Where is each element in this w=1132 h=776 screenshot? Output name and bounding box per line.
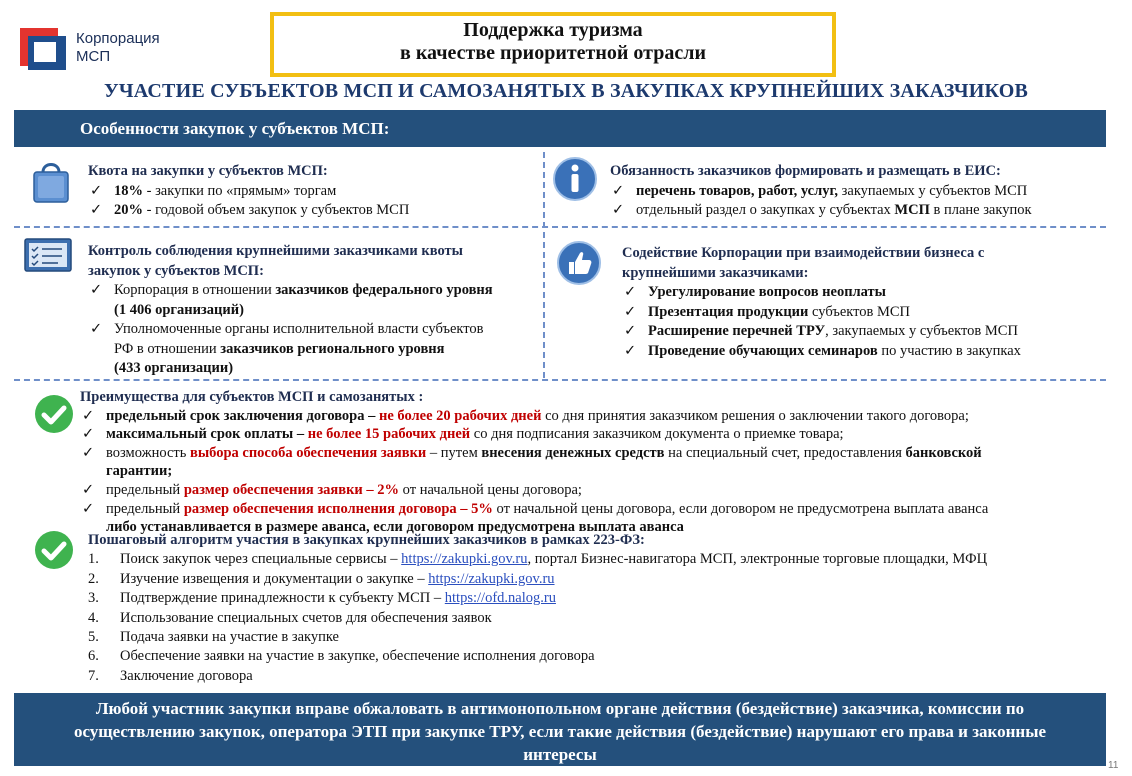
list-item: ✓ возможность выбора способа обеспечения заявки – путем внесения денежных средств на специальный счет, предоставления банковской гарантии; — [82, 444, 982, 480]
corporation-msp-logo-icon — [18, 22, 70, 74]
page-number: 11 — [1108, 760, 1119, 771]
list-item: ✓ 18% - закупки по «прямым» торгам — [88, 182, 538, 202]
assist-block — [622, 244, 1112, 361]
logo-line2: МСП — [76, 48, 111, 65]
slide-title-line1: Поддержка туризма — [463, 19, 643, 41]
checkmark-icon: ✓ — [82, 426, 95, 443]
checkmark-icon: ✓ — [624, 303, 637, 320]
logo-line1: Корпорация — [76, 30, 160, 47]
advantages-block — [80, 388, 1110, 537]
info-icon — [552, 156, 598, 202]
steps-block — [88, 531, 1108, 686]
list-item: 7. Заключение договора — [88, 667, 253, 684]
list-item: ✓ Уполномоченные органы исполнительной власти субъектов РФ в отношении заказчиков регионального уровня (433 организации) — [90, 321, 484, 376]
checkmark-icon: ✓ — [90, 282, 103, 298]
list-item: ✓ Проведение обучающих семинаров по участию в закупках — [622, 342, 1112, 362]
list-item: ✓ предельный размер обеспечения исполнения договора – 5% от начальной цены договора, если договором не предусмотрена выплата аванса либо устанавливается в размере аванса, если договором предусмотрена выплата аванса — [82, 500, 989, 536]
bottom-notice-line2: осуществлению закупок, оператора ЭТП при закупке ТРУ, если такие действия (бездействие) нарушают его права и законные — [73, 722, 1047, 741]
green-check-circle-icon — [34, 394, 74, 434]
control-title-line1: Контроль соблюдения крупнейшими заказчиками квоты — [88, 243, 463, 259]
list-item: 5. Подача заявки на участие в закупке — [88, 629, 339, 646]
list-item: ✓ предельный размер обеспечения заявки – 2% от начальной цены договора; — [82, 481, 582, 498]
checkmark-icon: ✓ — [82, 481, 95, 498]
checkmark-icon: ✓ — [612, 182, 625, 199]
checkmark-icon: ✓ — [90, 202, 103, 218]
bottom-notice-band — [14, 693, 1106, 766]
list-item: ✓ Корпорация в отношении заказчиков федерального уровня (1 406 организаций) — [90, 282, 493, 318]
slide-title-line2: в качестве приоритетной отрасли — [400, 42, 706, 64]
zakupki-link[interactable]: https://zakupki.gov.ru — [428, 570, 555, 587]
checkmark-icon: ✓ — [90, 182, 103, 199]
eis-title: Обязанность заказчиков формировать и размещать в ЕИС: — [610, 163, 1001, 179]
list-item: 6. Обеспечение заявки на участие в закупке, обеспечение исполнения договора — [88, 648, 595, 665]
bottom-notice-line1: Любой участник закупки вправе обжаловать в антимонопольном органе действия (бездействие) заказчика, комиссии по — [95, 699, 1025, 718]
list-item: 1. Поиск закупок через специальные сервисы – https://zakupki.gov.ru, портал Бизнес-навигатора МСП, электронные торговые площадки, МФЦ — [88, 551, 988, 568]
section-band: Особенности закупок у субъектов МСП: — [14, 110, 1106, 147]
divider-horizontal-1 — [14, 226, 1106, 228]
shopping-bag-icon — [30, 158, 72, 204]
thumbs-up-icon — [556, 240, 602, 286]
list-item: ✓ предельный срок заключения договора – не более 20 рабочих дней со дня принятия заказчиком решения о заключении такого договора; — [82, 407, 969, 424]
checkmark-icon: ✓ — [82, 444, 95, 461]
checkmark-icon: ✓ — [82, 500, 95, 517]
list-item: ✓ Урегулирование вопросов неоплаты — [622, 283, 1112, 303]
list-item: ✓ отдельный раздел о закупках у субъектах МСП в плане закупок — [610, 201, 1110, 221]
list-item: 3. Подтверждение принадлежности к субъекту МСП – https://ofd.nalog.ru — [88, 590, 556, 607]
list-item: ✓ Расширение перечней ТРУ, закупаемых у субъектов МСП — [622, 322, 1112, 342]
control-title-line2: закупок у субъектов МСП: — [88, 262, 264, 279]
list-item: ✓ Презентация продукции субъектов МСП — [622, 303, 1112, 323]
ofd-nalog-link[interactable]: https://ofd.nalog.ru — [444, 590, 556, 607]
advantages-title: Преимущества для субъектов МСП и самозанятых : — [80, 389, 424, 405]
green-check-circle-icon — [34, 530, 74, 570]
list-item: 2. Изучение извещения и документации о закупке – https://zakupki.gov.ru — [88, 570, 555, 587]
checkmark-icon: ✓ — [90, 321, 103, 337]
steps-title: Пошаговый алгоритм участия в закупках крупнейших заказчиков в рамках 223-ФЗ: — [88, 532, 645, 548]
divider-vertical — [543, 152, 545, 378]
assist-title-line1: Содействие Корпорации при взаимодействии бизнеса с — [622, 245, 985, 261]
list-item: ✓ 20% - годовой объем закупок у субъектов МСП — [88, 201, 538, 221]
list-item: 4. Использование специальных счетов для обеспечения заявок — [88, 609, 492, 626]
main-heading: УЧАСТИЕ СУБЪЕКТОВ МСП И САМОЗАНЯТЫХ В ЗАКУПКАХ КРУПНЕЙШИХ ЗАКАЗЧИКОВ — [103, 80, 1028, 102]
slide-title-box — [270, 12, 836, 77]
bottom-notice-line3: интересы — [523, 745, 597, 764]
list-item: ✓ перечень товаров, работ, услуг, закупаемых у субъектов МСП — [610, 182, 1110, 202]
checkmark-icon: ✓ — [624, 342, 637, 359]
zakupki-link[interactable]: https://zakupki.gov.ru — [401, 551, 528, 568]
divider-horizontal-2 — [14, 379, 1106, 381]
list-item: ✓ максимальный срок оплаты – не более 15 рабочих дней со дня подписания заказчиком документа о приемке товара; — [82, 426, 844, 443]
logo — [18, 18, 178, 70]
assist-title-line2: крупнейшими заказчиками: — [622, 264, 809, 281]
checkmark-icon: ✓ — [624, 284, 637, 300]
checkmark-icon: ✓ — [612, 202, 625, 218]
quota-title: Квота на закупки у субъектов МСП: — [88, 163, 328, 179]
quota-block — [88, 162, 538, 221]
checkmark-icon: ✓ — [82, 407, 95, 424]
control-block — [88, 242, 538, 379]
checklist-icon — [24, 238, 72, 272]
checkmark-icon: ✓ — [624, 323, 637, 339]
eis-block — [610, 162, 1110, 221]
